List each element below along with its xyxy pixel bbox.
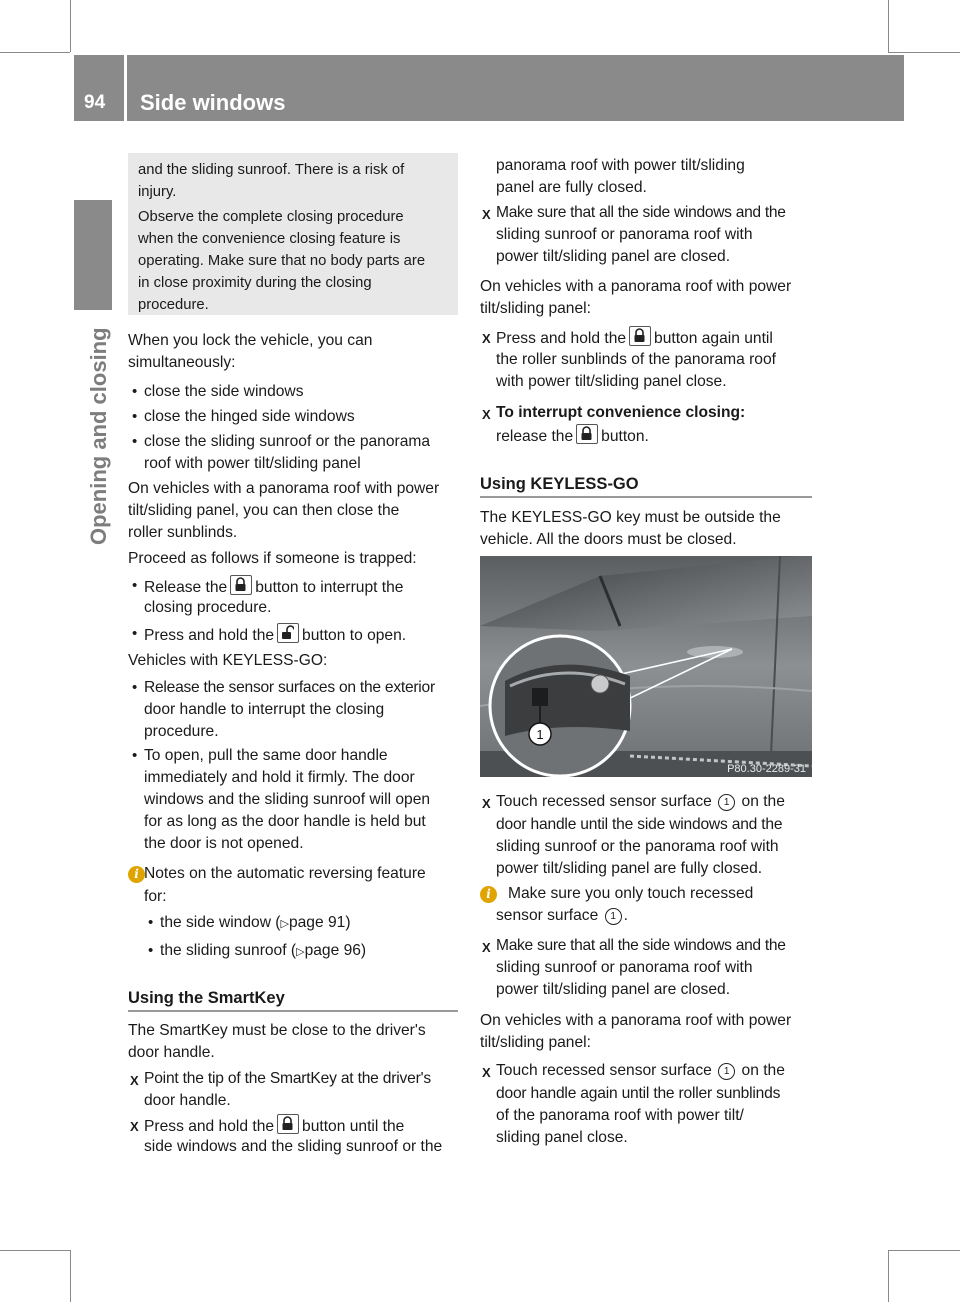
step: of the panorama roof with power tilt/ [496,1107,744,1124]
callout-marker: 1 [718,1063,735,1080]
list-item: the door is not opened. [144,835,304,852]
step: sliding sunroof or panorama roof with [496,226,753,243]
arrow-right-icon: X [130,1119,139,1134]
text: sensor surface [496,907,599,924]
bullet: • [132,433,138,450]
text: Touch recessed sensor surface [496,1062,712,1079]
paragraph: tilt/sliding panel, you can then close the [128,502,400,519]
step: Make sure that all the side windows and the [496,204,786,221]
bullet: • [148,914,154,931]
page-ref-icon: ▷ [296,946,305,958]
paragraph: Proceed as follows if someone is trapped: [128,550,417,567]
section-title: Side windows [140,90,286,115]
text: release the [496,428,574,445]
text: Press and hold the [144,627,275,644]
step [144,1114,404,1139]
step [496,791,785,814]
paragraph: On vehicles with a panorama roof with power [128,480,440,497]
arrow-right-icon: X [482,940,491,955]
bullet: • [132,383,138,400]
step: door handle until the side windows and the [496,816,783,833]
text: button. [601,428,649,445]
arrow-right-icon: X [482,796,491,811]
crop-mark [888,1250,889,1302]
paragraph: vehicle. All the doors must be closed. [480,531,737,548]
arrow-right-icon: X [482,407,491,422]
text: . [623,907,628,924]
list-item: door handle to interrupt the closing [144,701,385,718]
step: sliding sunroof or panorama roof with [496,959,753,976]
subheading: Using the SmartKey [128,989,285,1007]
lock-icon [277,1114,299,1134]
step-title: To interrupt convenience closing: [496,404,746,421]
bullet: • [132,747,138,764]
lock-icon [629,326,651,346]
text: the sliding sunroof ( [160,942,297,959]
paragraph: When you lock the vehicle, you can [128,332,373,349]
list-item: closing procedure. [144,599,272,616]
page-link[interactable]: page 91) [288,914,351,931]
step: Point the tip of the SmartKey at the driver's [144,1070,431,1087]
list-item: Release the sensor surfaces on the exterior [144,679,435,696]
warning-line: operating. Make sure that no body parts are [138,253,426,269]
step: sliding panel close. [496,1129,628,1146]
arrow-right-icon: X [482,1065,491,1080]
warning-line: in close proximity during the closing [138,275,372,291]
step [496,326,773,351]
text: Touch recessed sensor surface [496,793,712,810]
list-item [160,940,366,964]
list-item: windows and the sliding sunroof will open [144,791,431,808]
chapter-tab [74,200,112,310]
text: the side window ( [160,914,281,931]
unlock-icon [277,623,299,643]
heading-rule [128,1010,458,1012]
step: the roller sunblinds of the panorama roof [496,351,776,368]
step: door handle. [144,1092,231,1109]
bullet: • [148,942,154,959]
step: side windows and the sliding sunroof or the [144,1138,443,1155]
list-item: roof with power tilt/sliding panel [144,455,361,472]
step: sliding sunroof or the panorama roof with [496,838,779,855]
list-item: To open, pull the same door handle [144,747,388,764]
crop-mark [888,52,960,53]
text: Release the [144,579,228,596]
list-item: for as long as the door handle is held but [144,813,426,830]
step: power tilt/sliding panel are closed. [496,981,731,998]
text: button to interrupt the [255,579,404,596]
subheading: Using KEYLESS-GO [480,475,639,493]
lock-icon [576,424,598,444]
crop-mark [888,0,889,52]
info-icon: i [480,886,497,903]
list-item [144,623,406,648]
warning-line: Observe the complete closing procedure [138,209,404,225]
list-item: close the hinged side windows [144,408,355,425]
note-text: Make sure you only touch recessed [508,885,754,902]
page-ref-icon: ▷ [280,918,289,930]
paragraph: tilt/sliding panel: [480,1034,591,1051]
paragraph: Vehicles with KEYLESS-GO: [128,652,328,669]
step: power tilt/sliding panel are closed. [496,248,731,265]
list-item: procedure. [144,723,219,740]
callout-marker: 1 [718,794,735,811]
crop-mark [0,1250,70,1251]
callout-marker: 1 [605,908,622,925]
warning-line: procedure. [138,297,209,313]
list-item: close the side windows [144,383,304,400]
bullet: • [132,679,138,696]
bullet: • [132,577,138,594]
list-item: immediately and hold it firmly. The door [144,769,415,786]
note-text: for: [144,888,167,905]
step: with power tilt/sliding panel close. [496,373,727,390]
paragraph: The SmartKey must be close to the driver's [128,1022,426,1039]
bullet: • [132,625,138,642]
list-item [160,912,351,936]
text: button until the [302,1118,405,1135]
header-divider [124,55,127,121]
crop-mark [70,1250,71,1302]
list-item [144,575,403,600]
paragraph: door handle. [128,1044,215,1061]
arrow-right-icon: X [482,207,491,222]
photo-code: P80.30-2289-31 [727,763,806,775]
step: panel are fully closed. [496,179,647,196]
text: on the [741,1062,785,1079]
step [496,1060,785,1083]
text: on the [741,793,785,810]
arrow-right-icon: X [130,1073,139,1088]
warning-line: when the convenience closing feature is [138,231,401,247]
text: Press and hold the [144,1118,275,1135]
door-handle-illustration [480,556,812,777]
step: panorama roof with power tilt/sliding [496,157,745,174]
page-link[interactable]: page 96) [304,942,367,959]
paragraph: On vehicles with a panorama roof with power [480,1012,792,1029]
warning-line: and the sliding sunroof. There is a risk of [138,162,405,178]
info-icon: i [128,866,145,883]
text: Press and hold the [496,330,627,347]
bullet: • [132,408,138,425]
paragraph: The KEYLESS-GO key must be outside the [480,509,781,526]
lock-icon [230,575,252,595]
paragraph: tilt/sliding panel: [480,300,591,317]
note-text: Notes on the automatic reversing feature [144,865,426,882]
arrow-right-icon: X [482,331,491,346]
step [496,424,649,449]
warning-line: injury. [138,184,177,200]
paragraph: roller sunblinds. [128,524,238,541]
crop-mark [0,52,70,53]
heading-rule [480,496,812,498]
list-item: close the sliding sunroof or the panorama [144,433,431,450]
photo-callout: 1 [536,727,544,742]
step: Make sure that all the side windows and the [496,937,786,954]
paragraph: On vehicles with a panorama roof with power [480,278,792,295]
door-handle-photo [480,556,812,777]
page-number: 94 [84,92,106,113]
step: power tilt/sliding panel are fully closed. [496,860,763,877]
step: door handle again until the roller sunblinds [496,1085,781,1102]
note-text [496,905,628,928]
text: button again until [654,330,773,347]
text: button to open. [302,627,407,644]
crop-mark [888,1250,960,1251]
chapter-label: Opening and closing [86,327,111,545]
crop-mark [70,0,71,52]
paragraph: simultaneously: [128,354,236,371]
